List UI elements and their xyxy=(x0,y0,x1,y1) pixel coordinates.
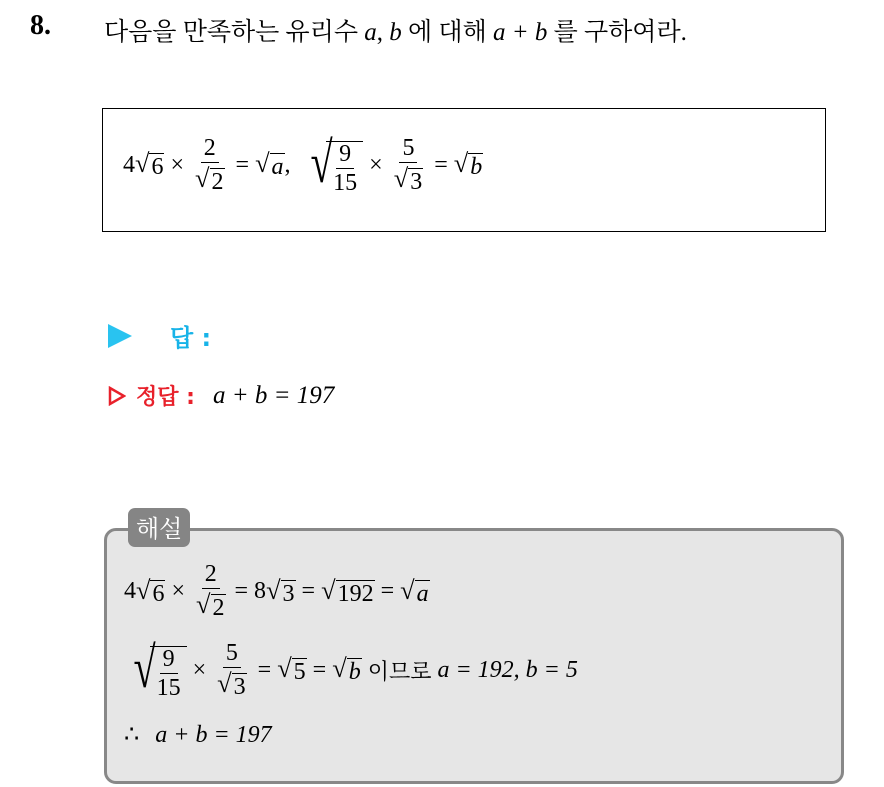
solution-line-1 xyxy=(124,562,430,622)
fraction-5-over-root3: 5 √ 3 xyxy=(217,639,246,701)
sqrt-3: √ 3 xyxy=(266,574,295,607)
solution-line-3 xyxy=(124,720,272,749)
sqrt-192: √ 192 xyxy=(321,574,374,607)
given-equations xyxy=(123,132,483,197)
given-box xyxy=(102,108,826,232)
expr-a-plus-b: a + b xyxy=(492,19,548,46)
fraction-5-over-root3: 5 √ 3 xyxy=(393,134,423,196)
comma: , xyxy=(376,19,384,46)
comma: , xyxy=(284,152,291,179)
sqrt-6: √ 6 xyxy=(136,574,165,607)
var-a: a xyxy=(364,19,377,46)
question-text-after: 를 구하여라. xyxy=(553,19,687,46)
coef-4: 4 xyxy=(123,152,135,179)
correct-answer-value: a + b = 197 xyxy=(212,381,335,409)
outline-triangle-icon xyxy=(108,386,126,406)
equals-sign: = xyxy=(434,152,448,179)
sqrt-5: √ 5 xyxy=(277,653,306,686)
therefore-text: 이므로 xyxy=(367,660,432,686)
question-text xyxy=(104,12,687,48)
answer-row xyxy=(108,318,211,353)
times-sign: × xyxy=(171,578,186,605)
equals-sign: = xyxy=(301,578,316,605)
question-number: 8. xyxy=(30,10,51,41)
equals-sign: = xyxy=(312,657,327,684)
times-sign: × xyxy=(192,657,207,684)
fraction-2-over-root2: 2 √ 2 xyxy=(195,134,224,196)
question-text-mid: 에 대해 xyxy=(408,19,487,46)
var-b: b xyxy=(389,19,402,46)
solution-result: a = 192, b = 5 xyxy=(437,657,578,684)
times-sign: × xyxy=(369,152,383,179)
equals-sign: = xyxy=(235,152,250,179)
question-text-before: 다음을 만족하는 유리수 xyxy=(104,19,359,46)
coef-4: 4 xyxy=(124,578,136,605)
answer-label: 답 : xyxy=(170,324,212,352)
solution-tab: 해설 xyxy=(128,508,190,547)
equals-sign: = xyxy=(257,657,272,684)
sqrt-9-over-15: √ $\frac{9}{15}$ xyxy=(301,135,364,196)
solution-line-2 xyxy=(124,637,578,702)
sqrt-a: √ a xyxy=(400,574,429,607)
therefore-symbol: ∴ xyxy=(124,722,140,748)
fraction-2-over-root2: 2 √ 2 xyxy=(196,561,225,622)
sqrt-9-over-15: √ $\frac{9}{15}$ xyxy=(124,640,187,701)
correct-answer-label: 정답 : xyxy=(136,385,195,410)
correct-answer-row xyxy=(108,380,334,411)
times-sign: × xyxy=(170,152,185,179)
equals-8: = 8 xyxy=(234,578,267,605)
sqrt-b: √ b xyxy=(332,653,361,686)
sqrt-a: √ a xyxy=(255,148,284,181)
equals-sign: = xyxy=(380,578,395,605)
sqrt-b: √ b xyxy=(453,148,483,181)
filled-triangle-icon xyxy=(108,324,132,348)
sqrt-6: √ 6 xyxy=(135,148,164,181)
final-answer: a + b = 197 xyxy=(155,722,272,748)
